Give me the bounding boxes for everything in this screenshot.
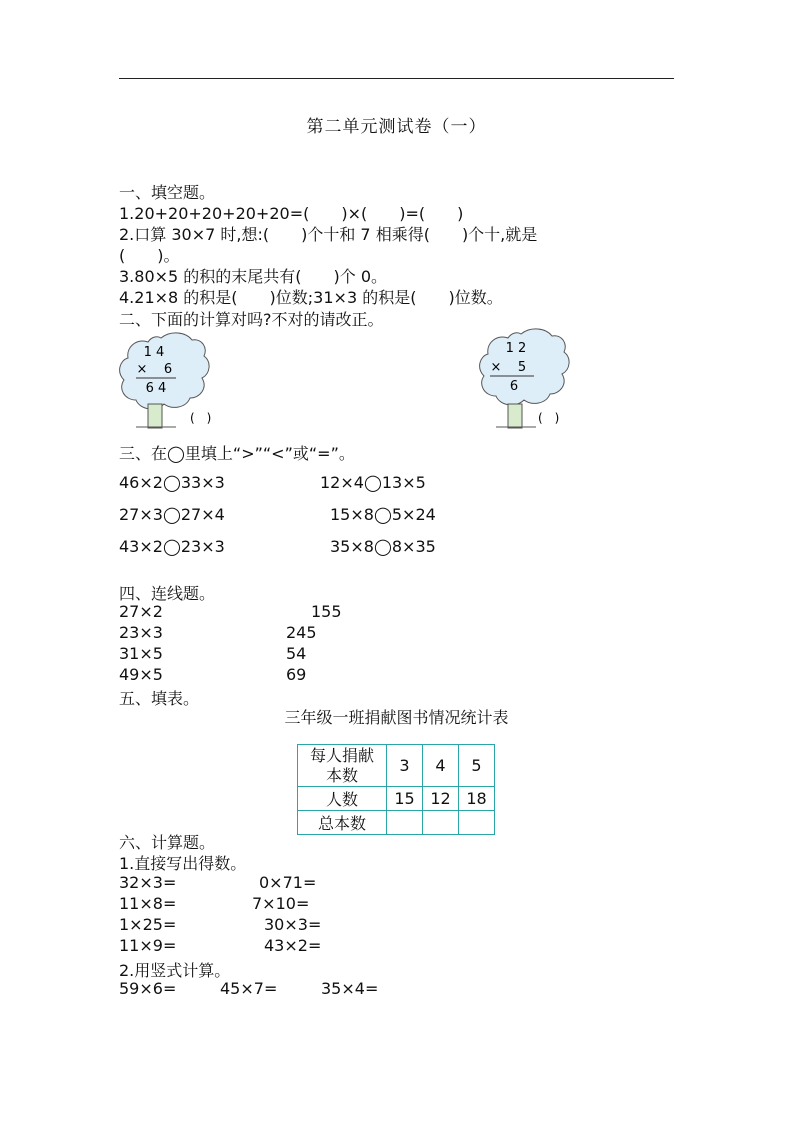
calc-7: 11×9=	[119, 936, 177, 955]
table-cell: 4	[423, 745, 459, 787]
table-cell: 12	[423, 787, 459, 811]
vertical-calc-3: 35×4=	[321, 979, 379, 998]
tree-trunk-1	[148, 404, 162, 428]
calc-2: 0×71=	[259, 873, 317, 892]
section6-sub1: 1.直接写出得数。	[119, 854, 247, 873]
compare-4: 15×8◯5×24	[330, 505, 436, 524]
tree-problem-2	[476, 326, 586, 430]
fill-item-3: 3.80×5 的积的末尾共有( )个 0。	[119, 267, 388, 286]
match-left-4: 49×5	[119, 665, 163, 684]
compare-2: 12×4◯13×5	[320, 473, 426, 492]
tree2-top-number: 1 2	[505, 341, 527, 356]
section6-sub2: 2.用竖式计算。	[119, 961, 231, 980]
page-title: 第二单元测试卷（一）	[306, 117, 487, 137]
vertical-calc-2: 45×7=	[220, 979, 278, 998]
tree-trunk-2	[508, 404, 522, 428]
vertical-calc-1: 59×6=	[119, 979, 177, 998]
table-header-people: 人数	[298, 787, 387, 811]
tree2-answer-box: ( )	[538, 411, 560, 425]
calc-6: 30×3=	[264, 915, 322, 934]
compare-6: 35×8◯8×35	[330, 537, 436, 556]
table-header-books-per-person	[298, 745, 387, 787]
fill-item-1: 1.20+20+20+20+20=( )×( )=( )	[119, 204, 464, 223]
table-title: 三年级一班捐献图书情况统计表	[284, 708, 509, 727]
calc-8: 43×2=	[264, 936, 322, 955]
donation-table	[297, 744, 495, 835]
section2-heading: 二、下面的计算对吗?不对的请改正。	[119, 310, 384, 329]
match-right-4: 69	[286, 665, 307, 684]
table-blank-cell	[423, 811, 459, 835]
table-cell: 5	[459, 745, 495, 787]
table-header-line-a: 每人捐献	[309, 745, 374, 765]
calc-1: 32×3=	[119, 873, 177, 892]
table-cell: 3	[387, 745, 423, 787]
match-left-3: 31×5	[119, 644, 163, 663]
tree2-multiplier: 5	[517, 360, 527, 375]
tree1-top-number: 1 4	[143, 345, 165, 360]
tree1-times-sign: ×	[136, 362, 148, 377]
table-row	[298, 811, 495, 835]
table-blank-cell	[459, 811, 495, 835]
table-row	[298, 787, 495, 811]
section1-heading: 一、填空题。	[119, 183, 216, 202]
compare-1: 46×2◯33×3	[119, 473, 225, 492]
table-blank-cell	[387, 811, 423, 835]
table-header-line-b: 本数	[325, 765, 358, 785]
match-left-1: 27×2	[119, 602, 163, 621]
calc-4: 7×10=	[252, 894, 310, 913]
section5-heading: 五、填表。	[119, 689, 200, 708]
tree2-result: 6	[509, 379, 519, 394]
match-right-2: 245	[286, 623, 317, 642]
calc-3: 11×8=	[119, 894, 177, 913]
tree2-times-sign: ×	[490, 360, 502, 375]
table-cell: 15	[387, 787, 423, 811]
section4-heading: 四、连线题。	[119, 584, 216, 603]
compare-3: 27×3◯27×4	[119, 505, 225, 524]
fill-item-4: 4.21×8 的积是( )位数;31×3 的积是( )位数。	[119, 288, 503, 307]
fill-item-2: 2.口算 30×7 时,想:( )个十和 7 相乘得( )个十,就是	[119, 225, 538, 244]
match-right-1: 155	[311, 602, 342, 621]
table-row	[298, 745, 495, 787]
table-header-total: 总本数	[298, 811, 387, 835]
tree1-multiplier: 6	[163, 362, 173, 377]
section6-heading: 六、计算题。	[119, 833, 216, 852]
header-rule	[119, 78, 674, 79]
compare-5: 43×2◯23×3	[119, 537, 225, 556]
fill-item-2-cont: ( )。	[119, 246, 180, 265]
table-cell: 18	[459, 787, 495, 811]
tree1-result: 6 4	[145, 381, 167, 396]
match-left-2: 23×3	[119, 623, 163, 642]
match-right-3: 54	[286, 644, 307, 663]
tree-problem-1	[116, 330, 226, 430]
tree1-answer-box: ( )	[190, 411, 212, 425]
calc-5: 1×25=	[119, 915, 177, 934]
section3-heading: 三、在◯里填上“>”“<”或“=”。	[119, 444, 355, 463]
